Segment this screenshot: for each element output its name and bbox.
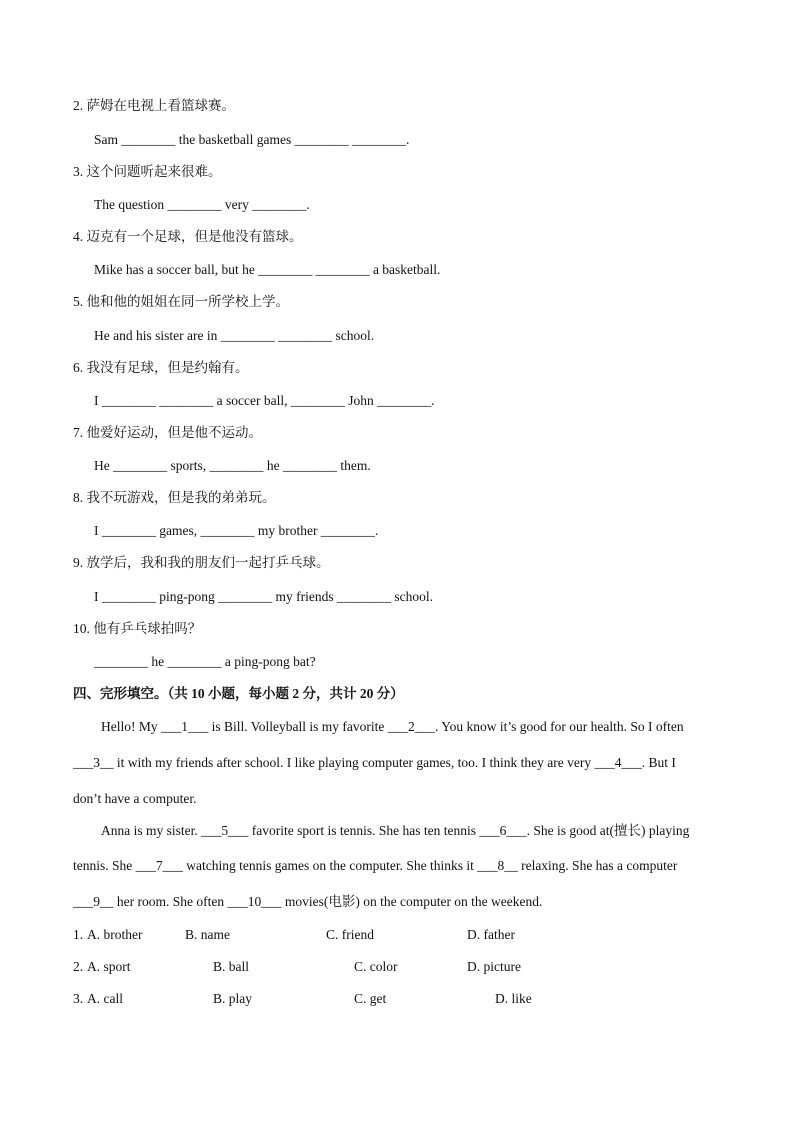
option-2-b: B. ball	[213, 959, 249, 974]
question-9-english: I ________ ping-pong ________ my friends ________ school.	[94, 589, 433, 604]
passage-p2-line1: Anna is my sister. ___5___ favorite sport is tennis. She has ten tennis ___6___. She is good at(擅长) playing	[101, 823, 690, 838]
question-7-chinese: 7. 他爱好运动，但是他不运动。	[73, 425, 262, 440]
option-3-c: C. get	[354, 991, 387, 1006]
passage-p2-line2: tennis. She ___7___ watching tennis games on the computer. She thinks it ___8__ relaxing. She has a computer	[73, 858, 678, 873]
passage-p1-line1: Hello! My ___1___ is Bill. Volleyball is my favorite ___2___. You know it’s good for our health. So I often	[101, 719, 684, 734]
question-8-english: I ________ games, ________ my brother ________.	[94, 523, 379, 538]
question-3-english: The question ________ very ________.	[94, 197, 310, 212]
passage-p1-line2: ___3__ it with my friends after school. I like playing computer games, too. I think they are very ___4___. But I	[73, 755, 676, 770]
option-1-d: D. father	[467, 927, 515, 942]
question-6-english: I ________ ________ a soccer ball, ________ John ________.	[94, 393, 435, 408]
option-2-a: A. sport	[87, 959, 131, 974]
option-2-d: D. picture	[467, 959, 521, 974]
question-5-english: He and his sister are in ________ ________ school.	[94, 328, 375, 343]
question-4-english: Mike has a soccer ball, but he ________ ________ a basketball.	[94, 262, 441, 277]
option-1-c: C. friend	[326, 927, 374, 942]
option-1-a: 1.	[73, 927, 84, 942]
section-4-title: 四、完形填空。（共 10 小题，每小题 2 分，共计 20 分）	[73, 686, 404, 701]
option-2-c: C. color	[354, 959, 398, 974]
question-6-chinese: 6. 我没有足球，但是约翰有。	[73, 360, 249, 375]
option-3-num: 3.	[73, 991, 84, 1006]
option-3-d: D. like	[495, 991, 532, 1006]
option-3-a: A. call	[87, 991, 123, 1006]
option-2-num: 2.	[73, 959, 84, 974]
question-2-chinese: 2. 萨姆在电视上看篮球赛。	[73, 98, 235, 113]
question-7-english: He ________ sports, ________ he ________ them.	[94, 458, 371, 473]
question-10-chinese: 10. 他有乒乓球拍吗？	[73, 621, 202, 636]
option-1-b: B. name	[185, 927, 230, 942]
question-10-english: ________ he ________ a ping-pong bat?	[94, 654, 316, 669]
question-9-chinese: 9. 放学后，我和我的朋友们一起打乒乓球。	[73, 555, 330, 570]
passage-p1-line3: don’t have a computer.	[73, 791, 197, 806]
question-2-english: Sam ________ the basketball games ________ ________.	[94, 132, 410, 147]
option-3-b: B. play	[213, 991, 252, 1006]
question-8-chinese: 8. 我不玩游戏，但是我的弟弟玩。	[73, 490, 276, 505]
question-3-chinese: 3. 这个问题听起来很难。	[73, 164, 222, 179]
question-5-chinese: 5. 他和他的姐姐在同一所学校上学。	[73, 294, 289, 309]
passage-p2-line3: ___9__ her room. She often ___10___ movies(电影) on the computer on the weekend.	[73, 894, 543, 909]
option-1-a-text: A. brother	[87, 927, 143, 942]
question-4-chinese: 4. 迈克有一个足球，但是他没有篮球。	[73, 229, 303, 244]
